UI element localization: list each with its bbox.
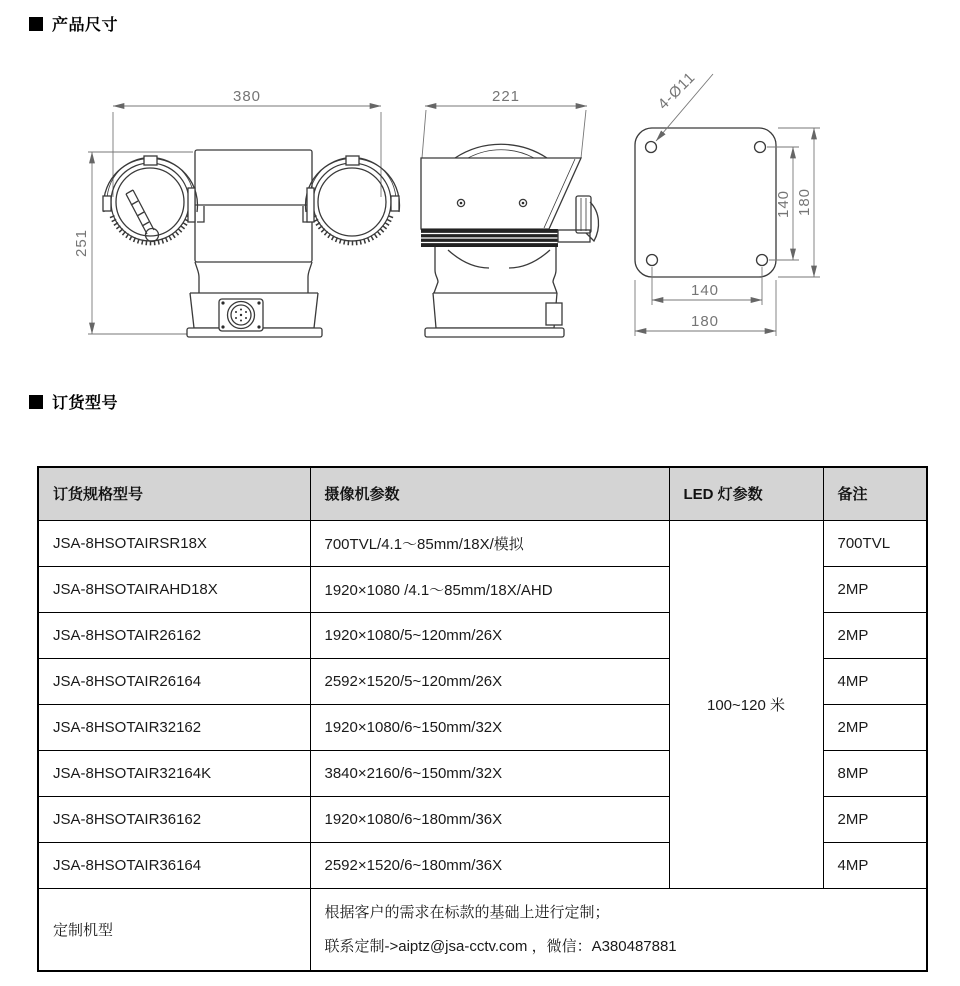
remark-cell: 2MP <box>823 566 927 612</box>
params-cell: 1920×1080/5~120mm/26X <box>310 612 669 658</box>
remark-cell: 4MP <box>823 658 927 704</box>
front-view-drawing <box>73 88 400 337</box>
black-square-bullet-icon <box>29 395 43 409</box>
model-cell: JSA-8HSOTAIRSR18X <box>38 520 310 566</box>
model-cell: JSA-8HSOTAIR26162 <box>38 612 310 658</box>
base-horizontal-outer-dimension: 180 <box>690 313 720 330</box>
ordering-models-title <box>29 390 118 413</box>
side-width-dimension: 221 <box>491 88 521 105</box>
mounting-holes-dimension: 4-Ø11 <box>654 68 699 113</box>
front-left-housing <box>103 156 198 243</box>
model-cell: JSA-8HSOTAIR32164K <box>38 750 310 796</box>
custom-description-line1: 根据客户的需求在标款的基础上进行定制； <box>324 903 610 921</box>
params-cell: 1920×1080/6~150mm/32X <box>310 704 669 750</box>
table-header-row <box>38 467 927 520</box>
side-view-drawing <box>421 88 599 337</box>
front-width-dimension: 380 <box>232 88 262 105</box>
dimension-drawing-svg <box>0 0 960 400</box>
header-led-params: LED 灯参数 <box>669 467 823 520</box>
header-camera-params: 摄像机参数 <box>310 467 669 520</box>
ordering-table <box>37 466 928 972</box>
params-cell: 3840×2160/6~150mm/32X <box>310 750 669 796</box>
model-cell: JSA-8HSOTAIR26164 <box>38 658 310 704</box>
model-cell: JSA-8HSOTAIR36162 <box>38 796 310 842</box>
base-view-drawing <box>635 69 820 336</box>
base-vertical-outer-dimension: 180 <box>796 187 813 217</box>
technical-drawings <box>0 0 960 400</box>
header-model: 订货规格型号 <box>38 467 310 520</box>
table-row <box>38 520 927 566</box>
base-horizontal-inner-dimension: 140 <box>690 282 720 299</box>
remark-cell: 700TVL <box>823 520 927 566</box>
led-range-cell: 100~120 米 <box>669 520 823 888</box>
params-cell: 1920×1080 /4.1～85mm/18X/AHD <box>310 566 669 612</box>
custom-description-line2: 联系定制->aiptz@jsa-cctv.com ，微信：A380487881 <box>324 937 677 955</box>
model-cell: JSA-8HSOTAIR32162 <box>38 704 310 750</box>
params-cell: 700TVL/4.1～85mm/18X/模拟 <box>310 520 669 566</box>
model-cell: JSA-8HSOTAIR36164 <box>38 842 310 888</box>
header-remark: 备注 <box>823 467 927 520</box>
remark-cell: 2MP <box>823 612 927 658</box>
params-cell: 2592×1520/6~180mm/36X <box>310 842 669 888</box>
remark-cell: 8MP <box>823 750 927 796</box>
ordering-models-title-label: 订货型号 <box>52 395 119 412</box>
model-cell: JSA-8HSOTAIRAHD18X <box>38 566 310 612</box>
custom-model-cell: 定制机型 <box>38 888 310 971</box>
remark-cell: 4MP <box>823 842 927 888</box>
front-height-dimension: 251 <box>73 228 90 258</box>
custom-model-row <box>38 888 927 971</box>
params-cell: 2592×1520/5~120mm/26X <box>310 658 669 704</box>
custom-description-cell <box>310 888 927 971</box>
params-cell: 1920×1080/6~180mm/36X <box>310 796 669 842</box>
base-vertical-inner-dimension: 140 <box>775 189 792 219</box>
order-table-body <box>38 520 927 971</box>
front-right-housing <box>306 156 400 243</box>
remark-cell: 2MP <box>823 704 927 750</box>
remark-cell: 2MP <box>823 796 927 842</box>
product-dimensions-title-label: 产品尺寸 <box>52 17 119 34</box>
